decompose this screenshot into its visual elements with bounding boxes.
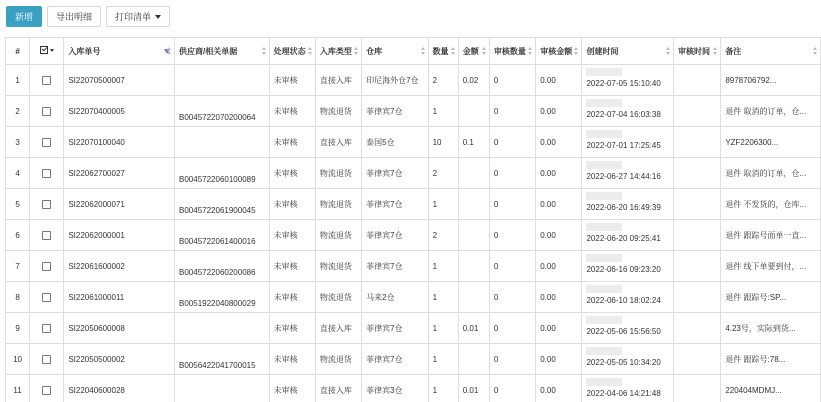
- cell-audit-amount: 0.00: [536, 158, 582, 189]
- cell-number: 8: [6, 282, 30, 313]
- cell-supplier: [175, 127, 270, 158]
- export-details-button[interactable]: 导出明细: [47, 6, 101, 27]
- cell-audit-amount: 0.00: [536, 282, 582, 313]
- cell-status: 未审核: [269, 282, 315, 313]
- cell-qty: 1: [428, 313, 458, 344]
- cell-supplier: B0045722061900045: [175, 189, 270, 220]
- toolbar: [6, 6, 170, 27]
- cell-order-no: SI22061000011: [64, 282, 175, 313]
- row-checkbox[interactable]: [42, 324, 51, 333]
- cell-created: [582, 96, 674, 127]
- redacted-block: [586, 316, 622, 324]
- cell-warehouse: 菲律宾7仓: [362, 344, 428, 375]
- row-checkbox-cell[interactable]: [30, 220, 64, 251]
- redacted-block: [586, 161, 622, 169]
- cell-audit-amount: 0.00: [536, 220, 582, 251]
- cell-created: [582, 220, 674, 251]
- redacted-block: [586, 99, 622, 107]
- print-list-label: 打印清单: [115, 12, 152, 22]
- cell-warehouse: 菲律宾7仓: [362, 251, 428, 282]
- row-checkbox[interactable]: [42, 107, 51, 116]
- cell-type: 直接入库: [315, 127, 361, 158]
- cell-supplier: [175, 65, 270, 96]
- cell-amount: [458, 189, 489, 220]
- column-header-created[interactable]: 创建时间: [582, 38, 674, 65]
- row-checkbox-cell[interactable]: [30, 282, 64, 313]
- cell-order-no: SI22070100040: [64, 127, 175, 158]
- chevron-down-icon: [155, 15, 161, 19]
- cell-status: 未审核: [269, 375, 315, 402]
- cell-audit-time: [674, 251, 721, 282]
- inbound-orders-table: [5, 37, 821, 402]
- cell-audit-time: [674, 65, 721, 96]
- created-time-text: 2022-06-16 09:23:20: [586, 265, 661, 274]
- cell-qty: 1: [428, 375, 458, 402]
- redacted-block: [586, 130, 622, 138]
- cell-audit-qty: 0: [489, 282, 535, 313]
- cell-created: [582, 127, 674, 158]
- cell-supplier: B0056422041700015: [175, 344, 270, 375]
- cell-created: [582, 344, 674, 375]
- cell-amount: [458, 251, 489, 282]
- cell-warehouse: 菲律宾7仓: [362, 220, 428, 251]
- cell-warehouse: 菲律宾3仓: [362, 375, 428, 402]
- cell-audit-time: [674, 313, 721, 344]
- cell-supplier: [175, 375, 270, 402]
- cell-type: 物流退货: [315, 220, 361, 251]
- cell-audit-amount: 0.00: [536, 313, 582, 344]
- cell-audit-qty: 0: [489, 344, 535, 375]
- cell-type: 直接入库: [315, 313, 361, 344]
- cell-order-no: SI22050500002: [64, 344, 175, 375]
- cell-warehouse: 泰国5仓: [362, 127, 428, 158]
- cell-warehouse: 印尼海外仓7仓: [362, 65, 428, 96]
- cell-audit-qty: 0: [489, 96, 535, 127]
- row-checkbox-cell[interactable]: [30, 313, 64, 344]
- cell-supplier: B0045722060100089: [175, 158, 270, 189]
- cell-order-no: SI22040600028: [64, 375, 175, 402]
- cell-created: [582, 251, 674, 282]
- cell-order-no: SI22062000071: [64, 189, 175, 220]
- cell-remark: 退件 跟踪号:SP...: [721, 282, 821, 313]
- cell-remark: 退件 取消的订单，仓...: [721, 96, 821, 127]
- column-header-order-no-label: 入库单号: [68, 46, 101, 56]
- column-header-audit-qty[interactable]: 审核数量: [489, 38, 535, 65]
- cell-audit-qty: 0: [489, 158, 535, 189]
- created-time-text: 2022-05-05 10:34:20: [586, 358, 661, 367]
- row-checkbox-cell[interactable]: [30, 158, 64, 189]
- column-header-audit-amount[interactable]: 审核金额: [536, 38, 582, 65]
- cell-qty: 2: [428, 65, 458, 96]
- column-header-warehouse[interactable]: 仓库: [362, 38, 428, 65]
- column-header-audit-time[interactable]: 审核时间: [674, 38, 721, 65]
- cell-audit-qty: 0: [489, 127, 535, 158]
- cell-audit-time: [674, 375, 721, 402]
- row-checkbox[interactable]: [42, 138, 51, 147]
- cell-amount: 0.02: [458, 65, 489, 96]
- row-checkbox[interactable]: [42, 200, 51, 209]
- cell-status: 未审核: [269, 96, 315, 127]
- cell-status: 未审核: [269, 220, 315, 251]
- cell-warehouse: 马来2仓: [362, 282, 428, 313]
- cell-type: 物流退货: [315, 251, 361, 282]
- cell-number: 6: [6, 220, 30, 251]
- cell-amount: [458, 344, 489, 375]
- cell-audit-time: [674, 158, 721, 189]
- cell-created: [582, 189, 674, 220]
- cell-number: 2: [6, 96, 30, 127]
- cell-created: [582, 158, 674, 189]
- cell-number: 1: [6, 65, 30, 96]
- cell-amount: [458, 158, 489, 189]
- cell-remark: 退件 线下单要到付，...: [721, 251, 821, 282]
- row-checkbox-cell[interactable]: [30, 251, 64, 282]
- column-header-amount[interactable]: 金额: [458, 38, 489, 65]
- cell-status: 未审核: [269, 344, 315, 375]
- cell-remark: 8978706792...: [721, 65, 821, 96]
- cell-qty: 10: [428, 127, 458, 158]
- cell-order-no: SI22062700027: [64, 158, 175, 189]
- cell-audit-amount: 0.00: [536, 375, 582, 402]
- cell-warehouse: 菲律宾7仓: [362, 96, 428, 127]
- cell-audit-qty: 0: [489, 189, 535, 220]
- print-list-dropdown[interactable]: [106, 6, 170, 27]
- created-time-text: 2022-04-06 14:21:48: [586, 389, 661, 398]
- redacted-block: [586, 378, 622, 386]
- cell-warehouse: 菲律宾7仓: [362, 313, 428, 344]
- cell-amount: 0.1: [458, 127, 489, 158]
- redacted-block: [586, 285, 622, 293]
- cell-audit-time: [674, 344, 721, 375]
- table-row[interactable]: [6, 189, 821, 220]
- created-time-text: 2022-06-20 16:49:39: [586, 203, 661, 212]
- cell-created: [582, 375, 674, 402]
- table-row[interactable]: [6, 65, 821, 96]
- table-row[interactable]: [6, 282, 821, 313]
- cell-audit-amount: 0.00: [536, 96, 582, 127]
- cell-number: 9: [6, 313, 30, 344]
- cell-number: 10: [6, 344, 30, 375]
- row-checkbox-cell[interactable]: [30, 96, 64, 127]
- redacted-block: [586, 223, 622, 231]
- cell-supplier: B0051922040800029: [175, 282, 270, 313]
- cell-order-no: SI22070400005: [64, 96, 175, 127]
- cell-qty: 2: [428, 158, 458, 189]
- column-header-number: #: [6, 38, 30, 65]
- cell-audit-time: [674, 220, 721, 251]
- cell-type: 物流退货: [315, 282, 361, 313]
- created-time-text: 2022-07-04 16:03:38: [586, 110, 661, 119]
- cell-order-no: SI22062000001: [64, 220, 175, 251]
- cell-remark: 退件 跟踪号面单一直...: [721, 220, 821, 251]
- table-row[interactable]: [6, 96, 821, 127]
- cell-amount: [458, 220, 489, 251]
- row-checkbox[interactable]: [42, 76, 51, 85]
- cell-audit-time: [674, 282, 721, 313]
- cell-qty: 2: [428, 220, 458, 251]
- cell-order-no: SI22061600002: [64, 251, 175, 282]
- table-row[interactable]: [6, 220, 821, 251]
- cell-amount: [458, 282, 489, 313]
- cell-order-no: SI22070500007: [64, 65, 175, 96]
- cell-created: [582, 313, 674, 344]
- cell-audit-time: [674, 189, 721, 220]
- cell-remark: 退件 跟踪号:78...: [721, 344, 821, 375]
- row-checkbox-cell[interactable]: [30, 375, 64, 402]
- cell-supplier: [175, 313, 270, 344]
- cell-type: 直接入库: [315, 375, 361, 402]
- cell-audit-amount: 0.00: [536, 344, 582, 375]
- cell-order-no: SI22050600008: [64, 313, 175, 344]
- created-time-text: 2022-07-01 17:25:45: [586, 141, 661, 150]
- cell-amount: 0.01: [458, 375, 489, 402]
- cell-warehouse: 菲律宾7仓: [362, 158, 428, 189]
- cell-number: 4: [6, 158, 30, 189]
- column-header-remark[interactable]: 备注: [721, 38, 821, 65]
- created-time-text: 2022-06-20 09:25:41: [586, 234, 661, 243]
- cell-remark: YZF2206300...: [721, 127, 821, 158]
- cell-number: 7: [6, 251, 30, 282]
- created-time-text: 2022-06-10 18:02:24: [586, 296, 661, 305]
- cell-remark: 4.23号，实际到货...: [721, 313, 821, 344]
- cell-created: [582, 65, 674, 96]
- cell-audit-time: [674, 127, 721, 158]
- cell-audit-qty: 0: [489, 65, 535, 96]
- cell-supplier: B0045722070200064: [175, 96, 270, 127]
- add-button[interactable]: 新增: [6, 6, 42, 27]
- cell-status: 未审核: [269, 251, 315, 282]
- row-checkbox[interactable]: [42, 231, 51, 240]
- cell-number: 5: [6, 189, 30, 220]
- column-header-order-no[interactable]: [64, 38, 175, 65]
- cell-type: 物流退货: [315, 96, 361, 127]
- created-time-text: 2022-05-06 15:56:50: [586, 327, 661, 336]
- cell-supplier: B0045722060200086: [175, 251, 270, 282]
- column-header-type[interactable]: 入库类型: [315, 38, 361, 65]
- row-checkbox[interactable]: [42, 293, 51, 302]
- cell-status: 未审核: [269, 313, 315, 344]
- cell-status: 未审核: [269, 158, 315, 189]
- filter-icon[interactable]: [164, 49, 170, 54]
- cell-audit-amount: 0.00: [536, 251, 582, 282]
- cell-audit-qty: 0: [489, 313, 535, 344]
- check-icon: [40, 46, 48, 54]
- cell-qty: 1: [428, 189, 458, 220]
- cell-type: 直接入库: [315, 65, 361, 96]
- cell-status: 未审核: [269, 189, 315, 220]
- cell-type: 物流退货: [315, 158, 361, 189]
- table-header-row: [6, 38, 821, 65]
- cell-status: 未审核: [269, 65, 315, 96]
- table-row[interactable]: [6, 375, 821, 402]
- cell-remark: 退件 取消的订单，仓...: [721, 158, 821, 189]
- row-checkbox[interactable]: [42, 262, 51, 271]
- created-time-text: 2022-06-27 14:44:16: [586, 172, 661, 181]
- row-checkbox-cell[interactable]: [30, 127, 64, 158]
- table-row[interactable]: [6, 158, 821, 189]
- row-checkbox-cell[interactable]: [30, 65, 64, 96]
- redacted-block: [586, 192, 622, 200]
- row-checkbox-cell[interactable]: [30, 344, 64, 375]
- cell-audit-qty: 0: [489, 251, 535, 282]
- cell-qty: 1: [428, 344, 458, 375]
- cell-number: 3: [6, 127, 30, 158]
- cell-amount: 0.01: [458, 313, 489, 344]
- cell-audit-amount: 0.00: [536, 65, 582, 96]
- table-row[interactable]: [6, 251, 821, 282]
- row-checkbox[interactable]: [42, 355, 51, 364]
- row-checkbox[interactable]: [42, 169, 51, 178]
- row-checkbox[interactable]: [42, 386, 51, 395]
- cell-remark: 220404MDMJ...: [721, 375, 821, 402]
- cell-supplier: B0045722061400016: [175, 220, 270, 251]
- cell-type: 物流退货: [315, 344, 361, 375]
- cell-status: 未审核: [269, 127, 315, 158]
- cell-qty: 1: [428, 282, 458, 313]
- column-header-status[interactable]: 处理状态: [269, 38, 315, 65]
- column-header-supplier[interactable]: 供应商/相关单据: [175, 38, 270, 65]
- column-header-qty[interactable]: 数量: [428, 38, 458, 65]
- cell-audit-amount: 0.00: [536, 189, 582, 220]
- select-all-checkbox[interactable]: [30, 38, 64, 65]
- created-time-text: 2022-07-05 15:10:40: [586, 79, 661, 88]
- table-row[interactable]: [6, 313, 821, 344]
- cell-amount: [458, 96, 489, 127]
- redacted-block: [586, 68, 622, 76]
- cell-number: 11: [6, 375, 30, 402]
- redacted-block: [586, 254, 622, 262]
- chevron-down-icon: [50, 49, 54, 52]
- cell-qty: 1: [428, 251, 458, 282]
- table-row[interactable]: [6, 127, 821, 158]
- redacted-block: [586, 347, 622, 355]
- cell-warehouse: 菲律宾7仓: [362, 189, 428, 220]
- cell-audit-time: [674, 96, 721, 127]
- cell-remark: 退件 不发货的，仓库...: [721, 189, 821, 220]
- cell-created: [582, 282, 674, 313]
- cell-audit-qty: 0: [489, 375, 535, 402]
- cell-audit-amount: 0.00: [536, 127, 582, 158]
- cell-type: 物流退货: [315, 189, 361, 220]
- table-row[interactable]: [6, 344, 821, 375]
- cell-qty: 1: [428, 96, 458, 127]
- cell-audit-qty: 0: [489, 220, 535, 251]
- row-checkbox-cell[interactable]: [30, 189, 64, 220]
